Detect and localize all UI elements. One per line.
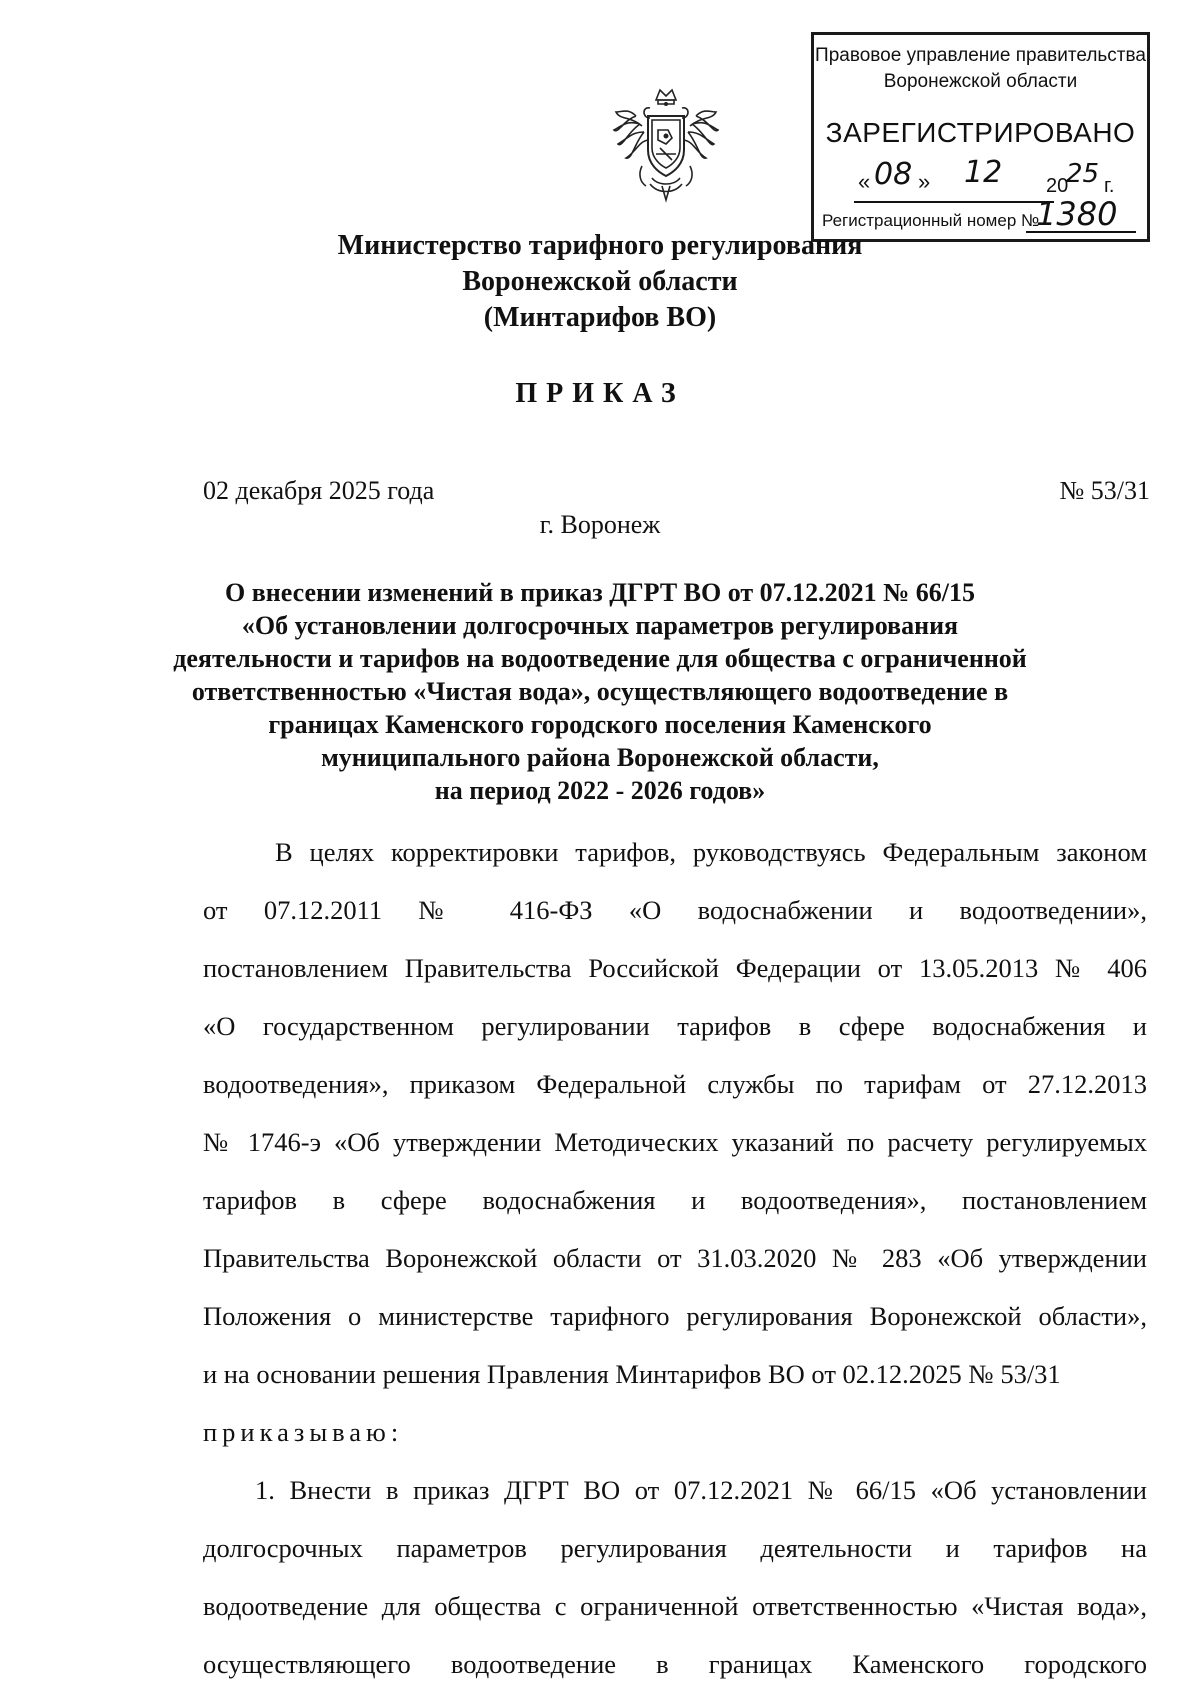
body-line: «О государственном регулировании тарифов в сфере водоснабжения и [203, 1011, 1147, 1041]
body-line: и на основании решения Правления Минтарифов ВО от 02.12.2025 № 53/31 [203, 1359, 1061, 1389]
body-line: № 1746-э «Об утверждении Методических указаний по расчету регулируемых [203, 1127, 1147, 1157]
body-line: Положения о министерстве тарифного регулирования Воронежской области», [203, 1301, 1147, 1331]
stamp-date-underline [854, 201, 1054, 203]
title-line: деятельности и тарифов на водоотведение для общества с ограниченной [173, 644, 1027, 673]
body-line: водоотведения», приказом Федеральной службы по тарифам от 27.12.2013 [203, 1069, 1147, 1099]
stamp-reg-number-label: Регистрационный номер № [822, 211, 1040, 230]
stamp-year-suffix: г. [1104, 175, 1115, 197]
title-line: на период 2022 - 2026 годов» [434, 776, 766, 805]
title-line: ответственностью «Чистая вода», осуществляющего водоотведение в [191, 677, 1009, 706]
body-line: Правительства Воронежской области от 31.03.2020 № 283 «Об утверждении [203, 1243, 1147, 1273]
body-line: долгосрочных параметров регулирования деятельности и тарифов на [203, 1533, 1147, 1563]
title-line: «Об установлении долгосрочных параметров регулирования [241, 611, 959, 640]
stamp-quote-close: » [918, 169, 931, 194]
ministry-name-line1: Министерство тарифного регулирования [337, 230, 863, 261]
ministry-name-line3: (Минтарифов ВО) [483, 302, 717, 333]
body-line: водоотведение для общества с ограниченной ответственностью «Чистая вода», [203, 1591, 1147, 1621]
body-line-order-word: приказываю: [203, 1417, 404, 1447]
order-number: № 53/31 [1059, 476, 1150, 505]
title-line: границах Каменского городского поселения Каменского [268, 710, 932, 739]
order-city: г. Воронеж [539, 510, 661, 539]
stamp-authority-line2: Воронежской области [883, 71, 1078, 92]
stamp-reg-number-handwritten: 1380 [1036, 195, 1118, 233]
body-line: 1. Внести в приказ ДГРТ ВО от 07.12.2021 № 66/15 «Об установлении [255, 1475, 1147, 1505]
stamp-year-prefix: 20 [1046, 175, 1069, 197]
registration-stamp [811, 32, 1150, 242]
body-line: В целях корректировки тарифов, руководствуясь Федеральным законом [275, 837, 1147, 867]
body-line: от 07.12.2011 № 416-ФЗ «О водоснабжении и водоотведении», [203, 895, 1147, 925]
stamp-registered-label: ЗАРЕГИСТРИРОВАНО [825, 117, 1136, 148]
title-line: О внесении изменений в приказ ДГРТ ВО от 07.12.2021 № 66/15 [224, 578, 976, 607]
stamp-quote-open: « [858, 169, 871, 194]
body-line: тарифов в сфере водоснабжения и водоотведения», постановлением [203, 1185, 1147, 1215]
ministry-name-line2: Воронежской области [462, 266, 738, 297]
coat-of-arms-emblem [612, 86, 720, 208]
body-line: осуществляющего водоотведение в границах Каменского городского [203, 1649, 1147, 1679]
stamp-day-handwritten: 08 [874, 157, 913, 192]
stamp-month-handwritten: 12 [964, 155, 1003, 190]
title-line: муниципального района Воронежской области, [321, 743, 879, 772]
body-line: постановлением Правительства Российской Федерации от 13.05.2013 № 406 [203, 953, 1147, 983]
stamp-authority-line1: Правовое управление правительства [815, 45, 1146, 66]
order-date: 02 декабря 2025 года [203, 476, 435, 505]
stamp-year-handwritten: 25 [1066, 159, 1100, 189]
document-type-title: ПРИКАЗ [515, 378, 685, 409]
